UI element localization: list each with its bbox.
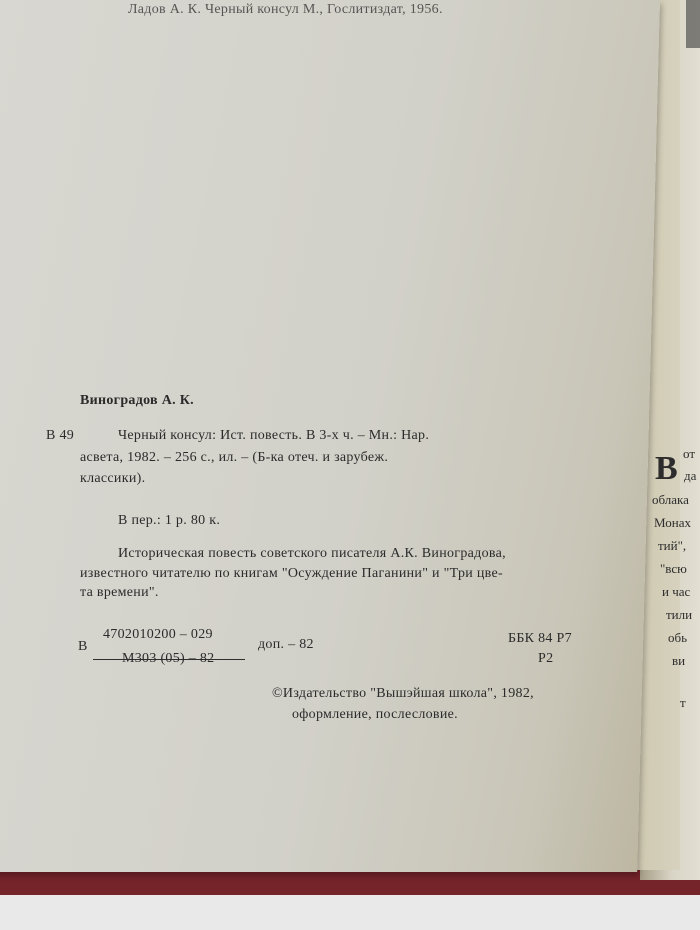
- fraction-numerator: 4702010200 – 029: [103, 627, 213, 642]
- right-page-line: т: [680, 695, 686, 710]
- right-page-line: Монах: [654, 515, 691, 530]
- bbk-code: ББК 84 Р7: [508, 631, 572, 646]
- classification-code: В 49: [46, 428, 75, 443]
- entry-line-1: Черный консул: Ист. повесть. В 3-х ч. – Мн.: Нар.: [118, 428, 430, 443]
- entry-line-3: классики).: [80, 471, 146, 486]
- right-page-line: облака: [652, 492, 689, 507]
- right-page-line: от: [683, 446, 696, 461]
- dop-text: доп. – 82: [258, 637, 314, 652]
- copyright-line-1: ©Издательство "Вышэйшая школа", 1982,: [272, 686, 534, 701]
- bbk-code-2: Р2: [538, 651, 554, 666]
- annotation-line-3: та времени".: [80, 585, 159, 600]
- right-page-initial: В: [655, 450, 678, 487]
- right-page-line: "всю: [660, 561, 687, 576]
- price-line: В пер.: 1 р. 80 к.: [118, 513, 221, 528]
- top-line: Ладов А. К. Черный консул М., Гослитиздат, 1956.: [128, 2, 443, 17]
- right-page-line: обь: [668, 630, 688, 645]
- annotation-line-2: известного читателю по книгам "Осуждение Паганини" и "Три цве-: [80, 566, 503, 581]
- annotation-line-1: Историческая повесть советского писателя А.К. Виноградова,: [118, 546, 506, 561]
- author-heading: Виноградов А. К.: [80, 393, 194, 408]
- entry-line-2: асвета, 1982. – 256 с., ил. – (Б-ка отеч. и зарубеж.: [80, 450, 389, 465]
- copyright-line-2: оформление, послесловие.: [292, 707, 458, 722]
- fraction-denominator: М303 (05) – 82: [122, 651, 215, 666]
- right-page-line: тий",: [658, 538, 687, 553]
- table-surface: [0, 895, 700, 930]
- right-page-line: тили: [666, 607, 693, 622]
- right-page-ink-mark: [686, 0, 700, 48]
- right-page-line: да: [684, 468, 697, 483]
- right-page-line: ви: [672, 653, 686, 668]
- fraction-letter: В: [78, 639, 88, 654]
- right-page-line: и час: [662, 584, 691, 599]
